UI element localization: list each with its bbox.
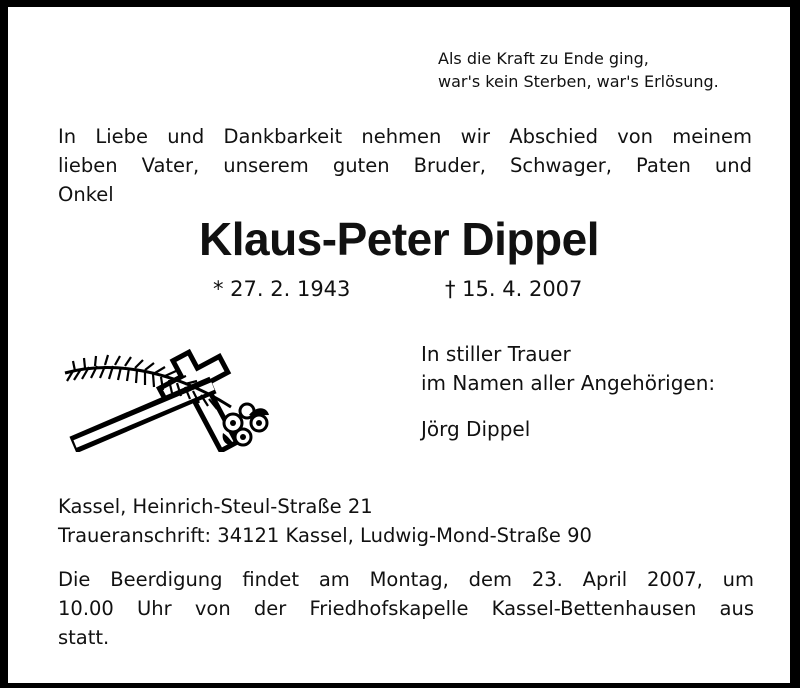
motto-line: Als die Kraft zu Ende ging, (438, 49, 649, 68)
obituary-notice (5, 4, 793, 686)
birth-date: * 27. 2. 1943 (213, 277, 351, 301)
cross-with-palm-branch-icon (63, 345, 278, 452)
intro-paragraph (58, 122, 752, 209)
address-line: Kassel, Heinrich-Steul-Straße 21 (58, 495, 373, 518)
address-block (58, 492, 592, 550)
mourning-address-line: Traueranschrift: 34121 Kassel, Ludwig-Mond-Straße 90 (58, 524, 592, 547)
intro-line: Onkel (58, 183, 114, 206)
signer-name: Jörg Dippel (421, 417, 531, 441)
intro-line: lieben Vater, unserem guten Bruder, Schwager, Paten und (58, 154, 752, 177)
funeral-line: statt. (58, 626, 110, 649)
mourners-line: In stiller Trauer (421, 342, 571, 366)
death-date: † 15. 4. 2007 (445, 277, 583, 301)
funeral-info (58, 565, 754, 652)
funeral-line: Die Beerdigung findet am Montag, dem 23. April 2007, um (58, 568, 754, 591)
mourners-block (421, 340, 715, 398)
intro-line: In Liebe und Dankbarkeit nehmen wir Abschied von meinem (58, 125, 752, 148)
motto-line: war's kein Sterben, war's Erlösung. (438, 72, 719, 91)
motto-verse (438, 47, 719, 93)
deceased-name: Klaus-Peter Dippel (199, 213, 599, 265)
mourners-line: im Namen aller Angehörigen: (421, 371, 716, 395)
funeral-line: 10.00 Uhr von der Friedhofskapelle Kassel-Bettenhausen aus (58, 597, 754, 620)
